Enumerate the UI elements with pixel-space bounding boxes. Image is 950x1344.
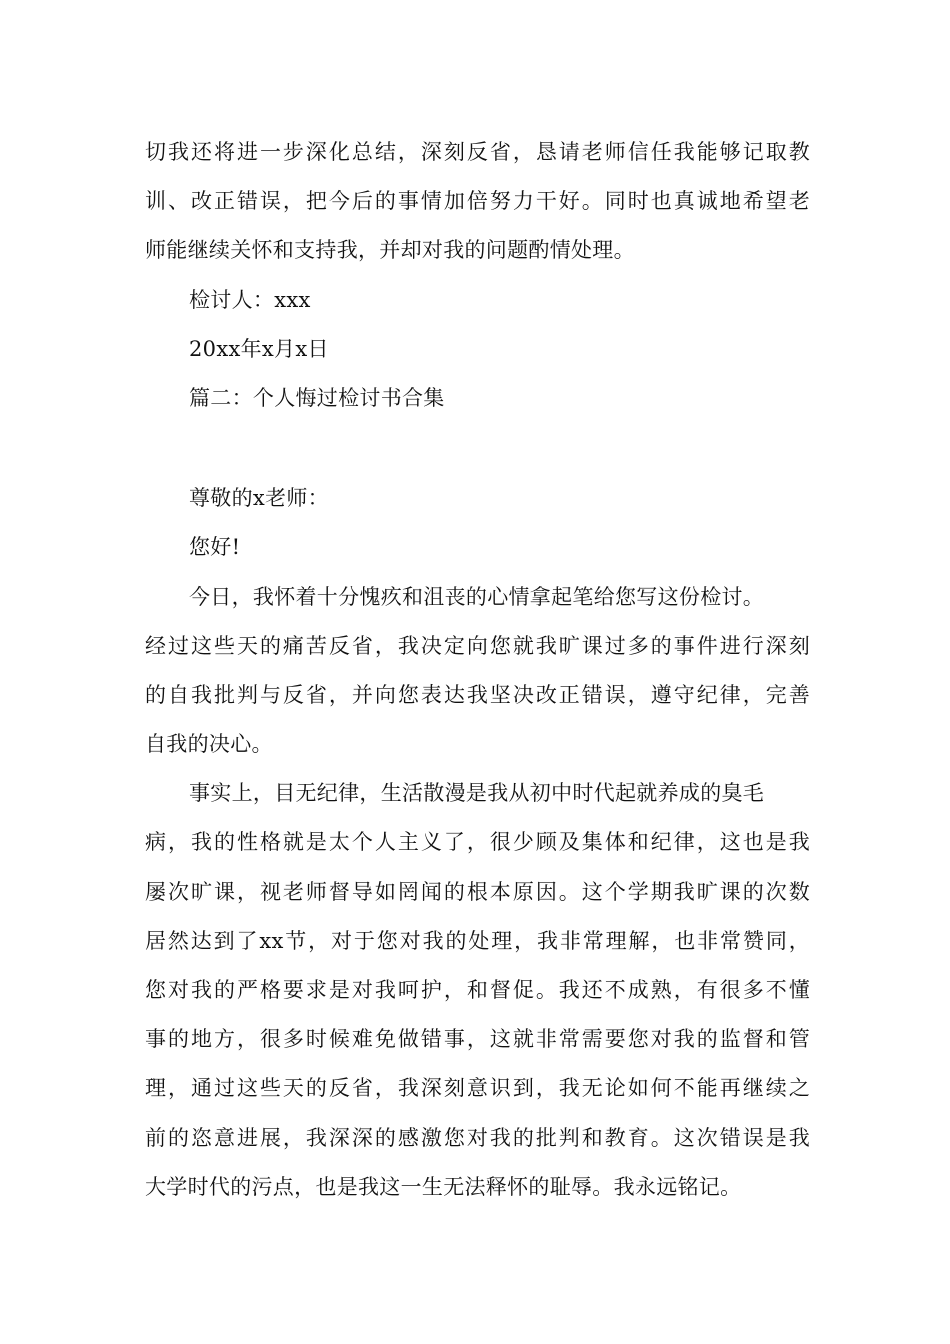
document-body: [145, 128, 810, 1212]
greeting: 您好!: [189, 535, 241, 560]
paragraph-line: 您对我的严格要求是对我呵护，和督促。我还不成熟，有很多不懂: [145, 978, 810, 1002]
paragraph-line: 事的地方，很多时候难免做错事，这就非常需要您对我的监督和管: [145, 1027, 810, 1052]
paragraph-line: 大学时代的污点，也是我这一生无法释怀的耻辱。我永远铭记。: [145, 1174, 742, 1199]
paragraph-line: 病，我的性格就是太个人主义了，很少顾及集体和纪律，这也是我: [145, 830, 810, 855]
text-line: 师能继续关怀和支持我，并却对我的问题酌情处理。: [145, 238, 635, 263]
paragraph-line: 事实上，目无纪律，生活散漫是我从初中时代起就养成的臭毛: [189, 781, 765, 806]
paragraph-line: 居然达到了xx节，对于您对我的处理，我非常理解，也非常赞同，: [145, 928, 810, 953]
text-line: 训、改正错误，把今后的事情加倍努力干好。同时也真诚地希望老: [145, 189, 810, 214]
paragraph-line: 自我的决心。: [145, 732, 273, 757]
blank-spacer: [145, 423, 810, 474]
text-line: 切我还将进一步深化总结，深刻反省，恳请老师信任我能够记取教: [145, 140, 810, 164]
salutation: 尊敬的x老师：: [189, 486, 329, 511]
paragraph-line: 前的恣意进展，我深深的感激您对我的批判和教育。这次错误是我: [145, 1125, 810, 1150]
signer-line: 检讨人：xxx: [189, 287, 311, 312]
paragraph-line: 今日，我怀着十分愧疚和沮丧的心情拿起笔给您写这份检讨。: [189, 584, 765, 609]
section-title: 篇二：个人悔过检讨书合集: [189, 385, 445, 410]
paragraph-line: 屡次旷课，视老师督导如罔闻的根本原因。这个学期我旷课的次数: [145, 879, 810, 904]
paragraph-line: 理，通过这些天的反省，我深刻意识到，我无论如何不能再继续之: [145, 1076, 810, 1101]
paragraph-line: 的自我批判与反省，并向您表达我坚决改正错误，遵守纪律，完善: [145, 682, 810, 707]
paragraph-line: 经过这些天的痛苦反省，我决定向您就我旷课过多的事件进行深刻: [145, 633, 810, 658]
date-line: 20xx年x月x日: [189, 336, 329, 361]
